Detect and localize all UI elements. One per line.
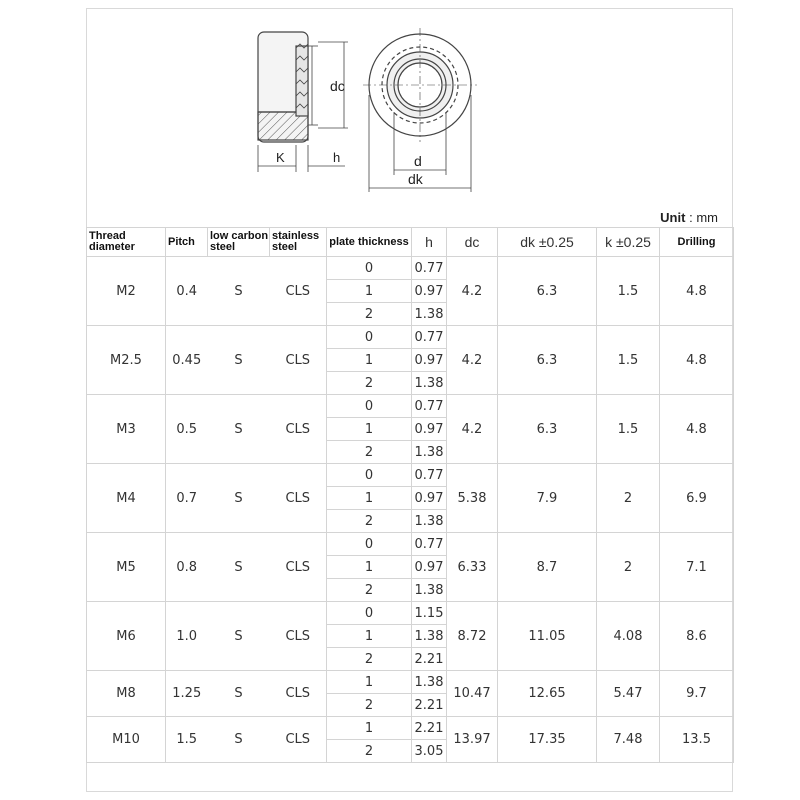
cell-stainless: CLS [270, 464, 327, 533]
cell-dk: 11.05 [498, 602, 597, 671]
cell-h: 1.38 [412, 510, 447, 533]
table-body [87, 257, 734, 763]
table-row [87, 395, 734, 418]
cell-dk: 12.65 [498, 671, 597, 717]
header-stainless-steel: stainless steel [270, 228, 327, 257]
header-plate-thickness: plate thickness [327, 228, 412, 257]
unit-label [660, 210, 718, 225]
table-row [87, 257, 734, 280]
cell-low-carbon: S [208, 395, 270, 464]
cell-dc: 4.2 [447, 395, 498, 464]
cell-h: 2.21 [412, 694, 447, 717]
table-row [87, 602, 734, 625]
cell-low-carbon: S [208, 464, 270, 533]
header-pitch: Pitch [166, 228, 208, 257]
cell-h: 1.38 [412, 441, 447, 464]
dim-label-dc: dc [330, 78, 345, 94]
cell-k: 1.5 [597, 326, 660, 395]
table-row [87, 464, 734, 487]
cell-dk: 6.3 [498, 257, 597, 326]
cell-stainless: CLS [270, 602, 327, 671]
dim-label-h: h [333, 150, 341, 165]
cell-plate-thickness: 0 [327, 257, 412, 280]
cell-h: 0.77 [412, 395, 447, 418]
cell-h: 1.38 [412, 372, 447, 395]
unit-separator: : [689, 210, 693, 225]
cell-thread: M8 [87, 671, 166, 717]
cell-h: 1.15 [412, 602, 447, 625]
table-row [87, 671, 734, 694]
cell-drilling: 4.8 [660, 257, 734, 326]
header-drilling: Drilling [660, 228, 734, 257]
cell-plate-thickness: 2 [327, 303, 412, 326]
cell-pitch: 0.4 [166, 257, 208, 326]
header-dk: dk ±0.25 [498, 228, 597, 257]
cell-plate-thickness: 1 [327, 556, 412, 579]
cell-k: 7.48 [597, 717, 660, 763]
cell-drilling: 7.1 [660, 533, 734, 602]
cell-pitch: 1.5 [166, 717, 208, 763]
cell-dc: 5.38 [447, 464, 498, 533]
header-row [87, 228, 734, 257]
cell-thread: M2.5 [87, 326, 166, 395]
cell-pitch: 0.8 [166, 533, 208, 602]
cell-plate-thickness: 2 [327, 372, 412, 395]
cell-dc: 10.47 [447, 671, 498, 717]
cell-low-carbon: S [208, 671, 270, 717]
cell-low-carbon: S [208, 326, 270, 395]
cell-dk: 6.3 [498, 326, 597, 395]
cell-thread: M3 [87, 395, 166, 464]
cell-drilling: 8.6 [660, 602, 734, 671]
cell-k: 2 [597, 533, 660, 602]
header-h: h [412, 228, 447, 257]
table-row [87, 326, 734, 349]
cell-thread: M10 [87, 717, 166, 763]
cell-h: 0.77 [412, 464, 447, 487]
cell-drilling: 4.8 [660, 395, 734, 464]
cell-h: 0.97 [412, 418, 447, 441]
technical-drawing [86, 8, 733, 208]
cell-low-carbon: S [208, 257, 270, 326]
cell-h: 0.97 [412, 487, 447, 510]
cell-pitch: 0.45 [166, 326, 208, 395]
cell-stainless: CLS [270, 326, 327, 395]
cell-stainless: CLS [270, 257, 327, 326]
table-row [87, 533, 734, 556]
cell-dc: 6.33 [447, 533, 498, 602]
cell-plate-thickness: 0 [327, 395, 412, 418]
cell-thread: M5 [87, 533, 166, 602]
cell-h: 0.77 [412, 533, 447, 556]
cell-h: 3.05 [412, 740, 447, 763]
cell-stainless: CLS [270, 671, 327, 717]
cell-stainless: CLS [270, 717, 327, 763]
cell-pitch: 1.0 [166, 602, 208, 671]
cell-plate-thickness: 1 [327, 671, 412, 694]
cell-dk: 7.9 [498, 464, 597, 533]
cell-plate-thickness: 1 [327, 487, 412, 510]
dim-label-k: K [276, 150, 285, 165]
cell-h: 0.77 [412, 326, 447, 349]
cell-k: 2 [597, 464, 660, 533]
cell-pitch: 0.7 [166, 464, 208, 533]
cell-dk: 6.3 [498, 395, 597, 464]
cell-plate-thickness: 0 [327, 533, 412, 556]
cell-drilling: 4.8 [660, 326, 734, 395]
cell-plate-thickness: 2 [327, 648, 412, 671]
cell-h: 0.97 [412, 556, 447, 579]
dim-label-dk: dk [408, 171, 423, 187]
cell-plate-thickness: 1 [327, 717, 412, 740]
cell-h: 2.21 [412, 648, 447, 671]
cell-dk: 8.7 [498, 533, 597, 602]
cell-thread: M6 [87, 602, 166, 671]
cell-plate-thickness: 0 [327, 464, 412, 487]
unit-title: Unit [660, 210, 686, 225]
cell-stainless: CLS [270, 395, 327, 464]
cell-h: 1.38 [412, 671, 447, 694]
cell-dc: 4.2 [447, 257, 498, 326]
cell-low-carbon: S [208, 533, 270, 602]
cell-k: 1.5 [597, 257, 660, 326]
unit-value: mm [696, 210, 718, 225]
cell-plate-thickness: 0 [327, 602, 412, 625]
cell-k: 4.08 [597, 602, 660, 671]
dim-label-d: d [414, 153, 422, 169]
cell-dc: 13.97 [447, 717, 498, 763]
header-dc: dc [447, 228, 498, 257]
cell-h: 0.77 [412, 257, 447, 280]
cell-thread: M2 [87, 257, 166, 326]
cell-low-carbon: S [208, 602, 270, 671]
header-k: k ±0.25 [597, 228, 660, 257]
cell-plate-thickness: 1 [327, 418, 412, 441]
cell-plate-thickness: 2 [327, 510, 412, 533]
cell-h: 0.97 [412, 349, 447, 372]
cell-thread: M4 [87, 464, 166, 533]
cell-drilling: 9.7 [660, 671, 734, 717]
cell-h: 1.38 [412, 579, 447, 602]
cell-stainless: CLS [270, 533, 327, 602]
cell-h: 1.38 [412, 303, 447, 326]
spec-table [86, 227, 734, 763]
cell-pitch: 1.25 [166, 671, 208, 717]
cell-drilling: 6.9 [660, 464, 734, 533]
cell-k: 1.5 [597, 395, 660, 464]
cell-plate-thickness: 1 [327, 280, 412, 303]
cell-plate-thickness: 2 [327, 740, 412, 763]
cell-drilling: 13.5 [660, 717, 734, 763]
cell-h: 1.38 [412, 625, 447, 648]
cell-plate-thickness: 2 [327, 694, 412, 717]
cell-h: 0.97 [412, 280, 447, 303]
cell-low-carbon: S [208, 717, 270, 763]
cell-plate-thickness: 2 [327, 579, 412, 602]
cell-dc: 4.2 [447, 326, 498, 395]
table-row [87, 717, 734, 740]
header-low-carbon-steel: low carbon steel [208, 228, 270, 257]
cell-plate-thickness: 1 [327, 349, 412, 372]
cell-plate-thickness: 2 [327, 441, 412, 464]
cell-plate-thickness: 1 [327, 625, 412, 648]
cell-h: 2.21 [412, 717, 447, 740]
cell-k: 5.47 [597, 671, 660, 717]
cell-dc: 8.72 [447, 602, 498, 671]
cell-pitch: 0.5 [166, 395, 208, 464]
cell-dk: 17.35 [498, 717, 597, 763]
cell-plate-thickness: 0 [327, 326, 412, 349]
header-thread-diameter: Thread diameter [87, 228, 166, 257]
